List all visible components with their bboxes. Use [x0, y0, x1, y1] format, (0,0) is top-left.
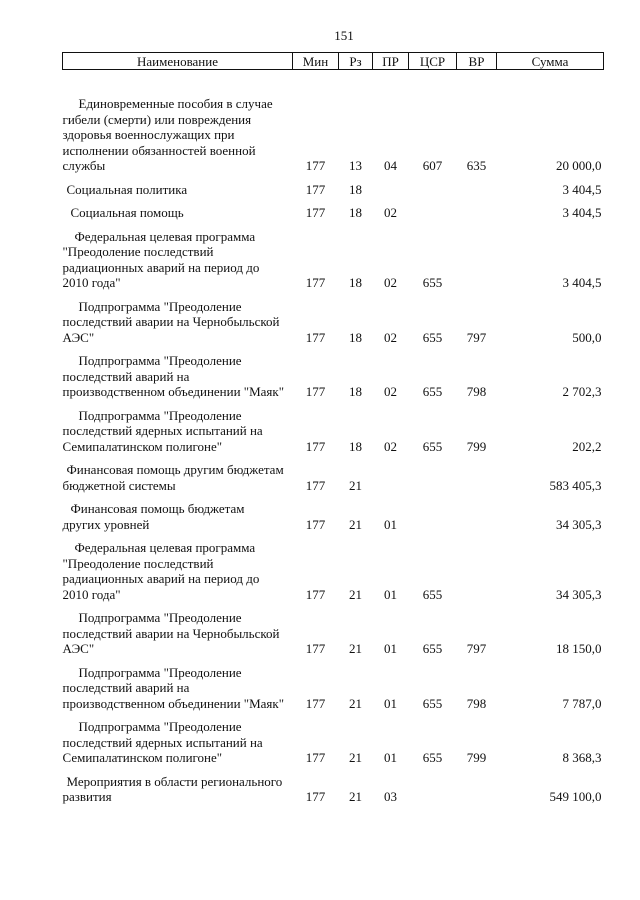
- row-vr: 797: [466, 641, 487, 656]
- row-sum: 34 305,3: [556, 516, 602, 532]
- row-vr: [457, 493, 497, 532]
- row-sum: 8 368,3: [562, 750, 602, 765]
- table-row: [63, 96, 604, 174]
- row-pr: 02: [384, 329, 397, 345]
- row-rz: 18: [349, 275, 362, 290]
- row-csr: [409, 174, 457, 198]
- row-name: Федеральная целевая программа "Преодоление последствий радиационных аварий на период до 2010 года": [62, 228, 260, 290]
- row-csr: 607: [422, 158, 443, 173]
- row-csr: 655: [422, 586, 443, 602]
- row-csr: [409, 766, 457, 805]
- row-min: 177: [305, 586, 326, 602]
- row-sum: 3 404,5: [562, 275, 602, 290]
- row-name: Подпрограмма "Преодоление последствий ядерных испытаний на Семипалатинском полигоне": [62, 719, 263, 765]
- table-row: [63, 657, 604, 712]
- row-min: 177: [305, 750, 326, 765]
- row-csr: [409, 454, 457, 493]
- table-row: [63, 454, 604, 493]
- row-min: 177: [305, 438, 326, 454]
- row-min: 177: [305, 181, 326, 197]
- table-row: [63, 711, 604, 766]
- row-vr: [457, 454, 497, 493]
- row-csr: [409, 493, 457, 532]
- row-name: Социальная помощь: [70, 205, 184, 220]
- table-header-row: [63, 53, 604, 70]
- row-sum: 7 787,0: [562, 695, 602, 711]
- row-vr: 797: [466, 329, 487, 345]
- row-name: Федеральная целевая программа "Преодоление последствий радиационных аварий на период до 2010 года": [62, 540, 260, 602]
- header-pr: ПР: [373, 53, 409, 70]
- row-vr: 799: [466, 438, 487, 454]
- row-csr: 655: [422, 329, 443, 345]
- row-min: 177: [305, 275, 326, 290]
- row-min: 177: [305, 789, 326, 804]
- row-sum: 202,2: [572, 438, 602, 454]
- row-pr: 03: [384, 789, 397, 804]
- row-csr: 655: [422, 275, 443, 290]
- row-sum: 2 702,3: [562, 384, 602, 399]
- row-csr: 655: [422, 641, 443, 656]
- row-sum: 20 000,0: [556, 158, 602, 173]
- header-min: Мин: [293, 53, 339, 70]
- header-sum: Сумма: [497, 53, 604, 70]
- row-pr: 04: [384, 158, 397, 173]
- page-number: 151: [334, 28, 354, 43]
- table-row: [63, 197, 604, 221]
- table-row: [63, 400, 604, 455]
- row-sum: 3 404,5: [562, 181, 602, 197]
- row-sum: 18 150,0: [556, 641, 602, 656]
- row-csr: 655: [422, 695, 443, 711]
- row-vr: 798: [466, 695, 487, 711]
- row-rz: 21: [349, 789, 362, 804]
- table-spacer: [63, 70, 604, 97]
- row-sum: 3 404,5: [562, 205, 602, 220]
- row-rz: 18: [349, 384, 362, 399]
- table-row: [63, 532, 604, 602]
- row-vr: 635: [466, 158, 487, 173]
- table-body: [63, 70, 604, 805]
- row-sum: 34 305,3: [556, 586, 602, 602]
- row-vr: [457, 766, 497, 805]
- row-pr: 02: [384, 438, 397, 454]
- row-csr: 655: [422, 750, 443, 765]
- row-vr: [457, 221, 497, 291]
- row-rz: 18: [349, 205, 362, 220]
- row-rz: 18: [349, 329, 362, 345]
- row-pr: 02: [384, 275, 397, 290]
- row-rz: 21: [349, 695, 362, 711]
- row-pr: [373, 174, 409, 198]
- row-pr: 01: [384, 750, 397, 765]
- table-row: [63, 766, 604, 805]
- table-row: [63, 493, 604, 532]
- row-vr: 799: [466, 750, 487, 765]
- row-vr: [457, 174, 497, 198]
- row-rz: 21: [349, 586, 362, 602]
- row-pr: 01: [384, 586, 397, 602]
- row-pr: 01: [384, 641, 397, 656]
- row-name: Подпрограмма "Преодоление последствий аварий на производственном объединении "Маяк": [62, 353, 285, 399]
- row-pr: 02: [384, 384, 397, 399]
- row-pr: 01: [384, 516, 397, 532]
- header-csr: ЦСР: [409, 53, 457, 70]
- row-vr: [457, 197, 497, 221]
- table-row: [63, 221, 604, 291]
- row-sum: 549 100,0: [549, 789, 602, 804]
- header-rz: Рз: [339, 53, 373, 70]
- row-rz: 18: [349, 438, 362, 454]
- row-min: 177: [305, 158, 326, 173]
- row-vr: 798: [466, 384, 487, 399]
- table-row: [63, 174, 604, 198]
- header-vr: ВР: [457, 53, 497, 70]
- row-name: Подпрограмма "Преодоление последствий ядерных испытаний на Семипалатинском полигоне": [62, 407, 263, 454]
- row-min: 177: [305, 516, 326, 532]
- row-name: Финансовая помощь другим бюджетам бюджетной системы: [62, 462, 284, 493]
- row-csr: 655: [422, 438, 443, 454]
- row-rz: 21: [349, 750, 362, 765]
- row-vr: [457, 532, 497, 602]
- row-min: 177: [305, 205, 326, 220]
- row-rz: 21: [349, 477, 362, 493]
- table-row: [63, 345, 604, 400]
- row-name: Подпрограмма "Преодоление последствий аварий на производственном объединении "Маяк": [62, 664, 285, 711]
- row-name: Подпрограмма "Преодоление последствий аварии на Чернобыльской АЭС": [62, 298, 280, 345]
- row-min: 177: [305, 477, 326, 493]
- row-min: 177: [305, 695, 326, 711]
- row-rz: 21: [349, 516, 362, 532]
- row-pr: 02: [384, 205, 397, 220]
- row-rz: 21: [349, 641, 362, 656]
- row-name: Единовременные пособия в случае гибели (смерти) или повреждения здоровья военнослужащих при исполнении обязанностей военной службы: [62, 96, 273, 173]
- row-pr: [373, 454, 409, 493]
- budget-table: [62, 52, 604, 805]
- row-csr: [409, 197, 457, 221]
- row-name: Подпрограмма "Преодоление последствий аварии на Чернобыльской АЭС": [62, 610, 280, 656]
- row-min: 177: [305, 329, 326, 345]
- table-row: [63, 602, 604, 657]
- row-name: Мероприятия в области регионального развития: [62, 773, 283, 804]
- row-min: 177: [305, 641, 326, 656]
- row-name: Социальная политика: [66, 181, 188, 197]
- table-row: [63, 291, 604, 346]
- row-sum: 583 405,3: [549, 477, 602, 493]
- row-csr: 655: [422, 384, 443, 399]
- row-sum: 500,0: [572, 329, 602, 345]
- row-rz: 18: [349, 181, 362, 197]
- row-min: 177: [305, 384, 326, 399]
- row-rz: 13: [349, 158, 362, 173]
- row-pr: 01: [384, 695, 397, 711]
- row-name: Финансовая помощь бюджетам других уровней: [62, 501, 245, 532]
- header-name: Наименование: [63, 53, 293, 70]
